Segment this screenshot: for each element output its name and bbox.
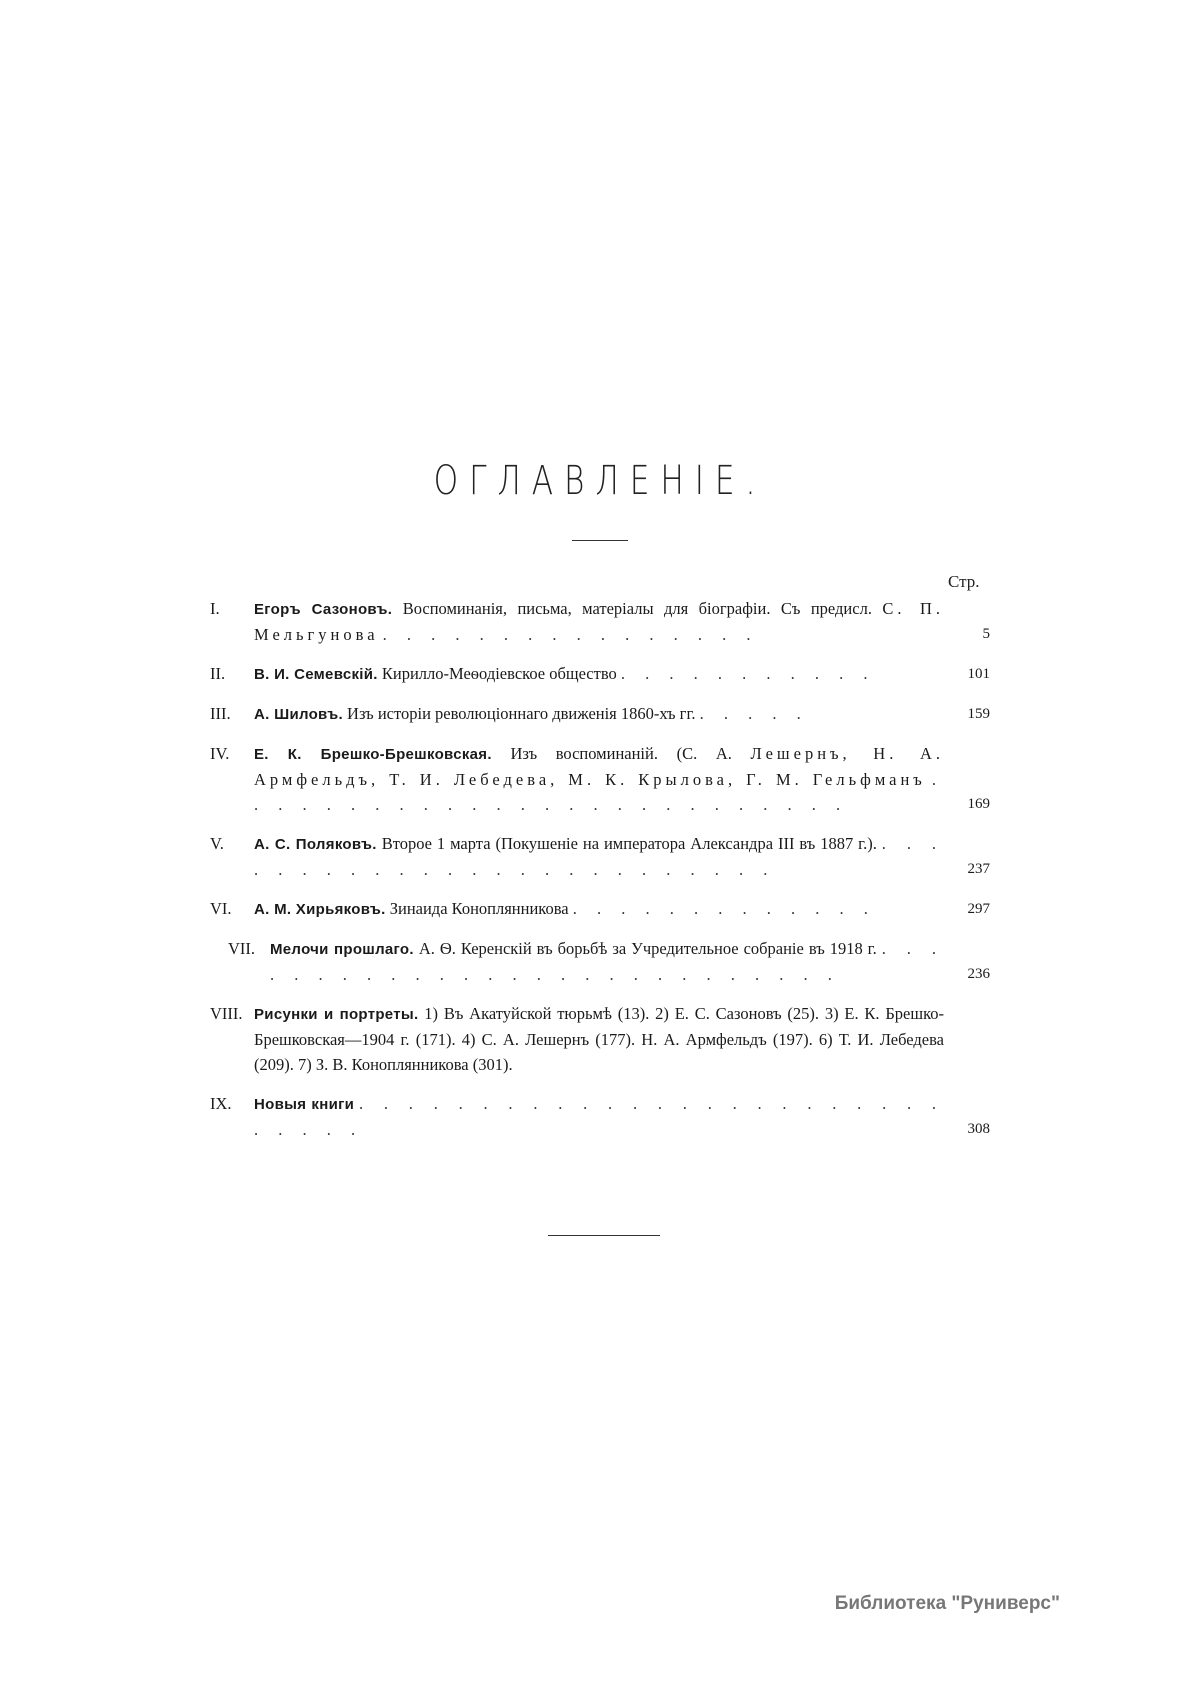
entry-number: II. bbox=[210, 664, 226, 683]
title-divider bbox=[572, 540, 628, 541]
entry-page-number: 5 bbox=[982, 626, 990, 642]
entry-page-number: 101 bbox=[967, 666, 990, 682]
page-column-label: Стр. bbox=[948, 572, 980, 591]
entry-leader-dots: . . . . . . . . . . . . . . . . bbox=[382, 625, 759, 644]
entry-leader-dots: . . . . . . . . . . . . . . . . . . . . . . . . . bbox=[254, 834, 945, 879]
toc-entry bbox=[210, 661, 990, 687]
entry-title: Второе 1 марта (Покушеніе на императора Александра III въ 1887 г.). bbox=[381, 834, 877, 853]
entry-title: Кирилло-Меѳодіевское общество bbox=[381, 664, 617, 683]
entry-author: Егоръ Сазоновъ. bbox=[254, 601, 393, 618]
entry-author: Мелочи прошлаго. bbox=[270, 941, 414, 958]
entry-editor: С. П. Мельгунова bbox=[254, 599, 944, 644]
entry-names: Лешернъ, Н. А. Армфельдъ, Т. И. Лебедева, М. К. Крылова, Г. М. Гельфманъ bbox=[254, 744, 945, 789]
entry-leader-dots: . . . . . . . . . . . bbox=[620, 664, 876, 683]
entry-page-number: 237 bbox=[967, 861, 990, 877]
entry-number: III. bbox=[210, 704, 231, 723]
entry-title: А. Ѳ. Керенскій въ борьбѣ за Учредительное собраніе въ 1918 г. bbox=[418, 939, 877, 958]
entry-leader-dots: . . . . . . . . . . . . . . . . . . . . . . . . . . . . . bbox=[254, 1094, 945, 1139]
entry-title: 1) Въ Акатуйской тюрьмѣ (13). 2) Е. С. Сазоновъ (25). 3) Е. К. Брешко-Брешковская—1904 г. (171). 4) С. А. Лешернъ (177). Н. А. Армфельдъ (197). 6) Т. И. Лебедева (209). 7) З. В. Коноплянникова (301). bbox=[254, 1004, 945, 1074]
toc-entry bbox=[210, 701, 990, 727]
entry-author: А. Шиловъ. bbox=[254, 706, 343, 723]
entry-page-number: 297 bbox=[967, 901, 990, 917]
entry-number: VI. bbox=[210, 899, 232, 918]
toc-entry bbox=[210, 936, 990, 987]
entry-author: А. С. Поляковъ. bbox=[254, 836, 377, 853]
entry-author: А. М. Хирьяковъ. bbox=[254, 901, 386, 918]
entry-author: В. И. Семевскій. bbox=[254, 666, 378, 683]
entry-title: Изъ исторіи революціоннаго движенія 1860-хъ гг. bbox=[347, 704, 696, 723]
toc-entry bbox=[210, 1001, 990, 1077]
entry-page-number: 308 bbox=[967, 1121, 990, 1137]
toc-entry bbox=[210, 741, 990, 817]
entry-number: V. bbox=[210, 834, 224, 853]
page-title: ОГЛАВЛЕНІЕ. bbox=[433, 458, 767, 504]
entry-leader-dots: . . . . . . . . . . . . . . . . . . . . . . . . . . bbox=[254, 770, 944, 814]
toc-entry bbox=[210, 831, 990, 882]
entry-title: Воспоминанія, письма, матеріалы для біографіи. Съ предисл. bbox=[402, 599, 872, 618]
library-watermark: Библиотека "Руниверс" bbox=[834, 1593, 1060, 1614]
entry-author: Рисунки и портреты. bbox=[254, 1006, 419, 1023]
entry-title: Зинаида Коноплянникова bbox=[389, 899, 569, 918]
toc-entry bbox=[210, 1091, 990, 1142]
entry-leader-dots: . . . . . . . . . . . . . bbox=[572, 899, 876, 918]
entry-author: Новыя книги bbox=[254, 1096, 355, 1113]
entry-number: VII. bbox=[228, 939, 256, 958]
entry-page-number: 159 bbox=[967, 706, 990, 722]
entry-page-number: 169 bbox=[967, 796, 990, 812]
toc-entry bbox=[210, 596, 990, 647]
entry-number: I. bbox=[210, 599, 220, 618]
entry-leader-dots: . . . . . . . . . . . . . . . . . . . . . . . . . . . bbox=[270, 939, 945, 984]
entry-number: IV. bbox=[210, 744, 230, 763]
bottom-divider bbox=[548, 1235, 660, 1236]
entry-title: Изъ воспоминаній. (С. А. bbox=[510, 744, 732, 763]
entry-author: Е. К. Брешко-Брешковская. bbox=[254, 746, 492, 763]
entry-page-number: 236 bbox=[967, 966, 990, 982]
toc-entry bbox=[210, 896, 990, 922]
table-of-contents bbox=[210, 596, 990, 1156]
entry-leader-dots: . . . . . bbox=[699, 704, 809, 723]
entry-number: IX. bbox=[210, 1094, 232, 1113]
entry-number: VIII. bbox=[210, 1004, 243, 1023]
